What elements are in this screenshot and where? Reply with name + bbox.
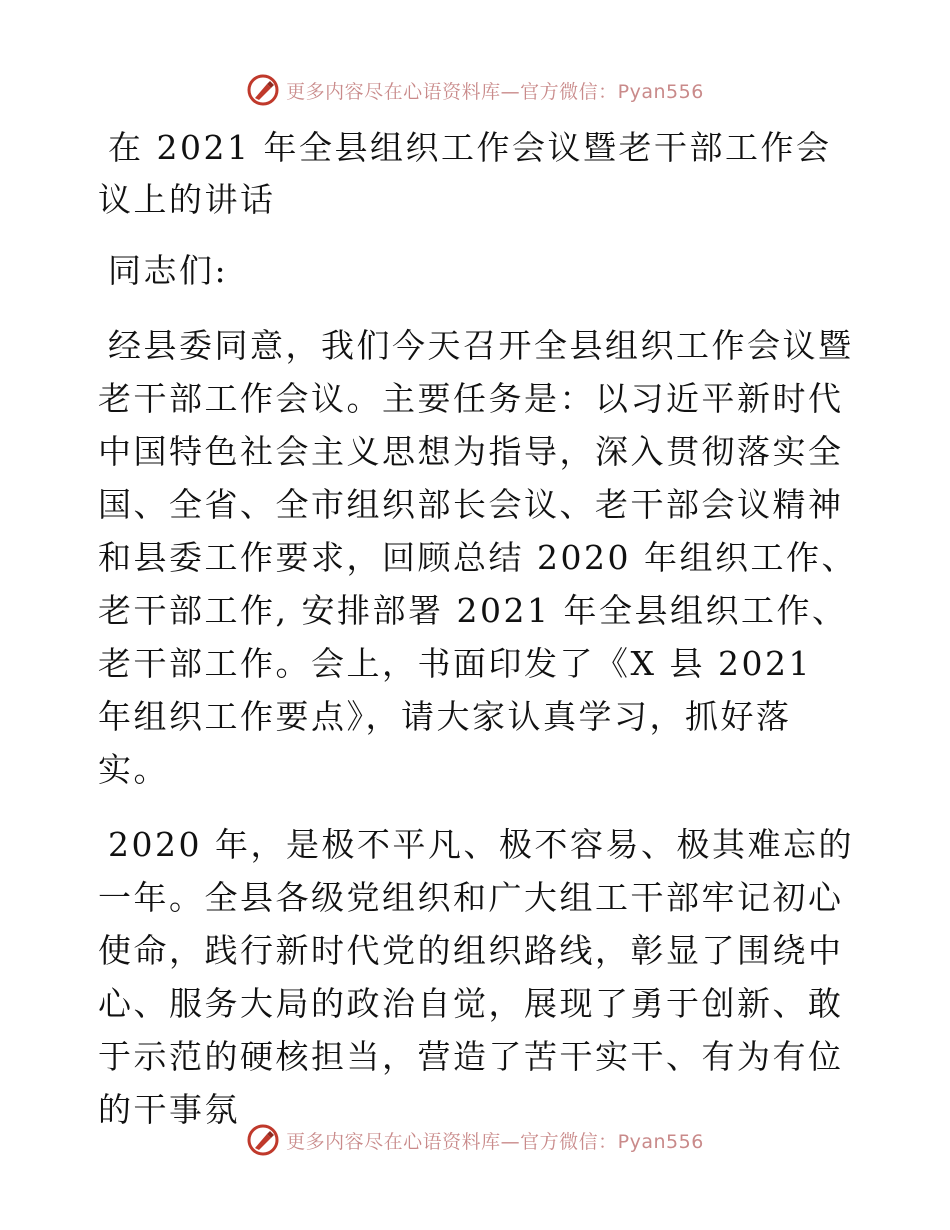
document-title: 在 2021 年全县组织工作会议暨老干部工作会议上的讲话 (98, 128, 832, 219)
watermark-text: 更多内容尽在心语资料库—官方微信：Pyan556 (286, 1130, 704, 1153)
footer-watermark (0, 1120, 950, 1160)
pen-logo-icon (246, 73, 280, 107)
pen-logo-icon (246, 1123, 280, 1157)
paragraph: 2020 年，是极不平凡、极不容易、极其难忘的一年。全县各级党组织和广大组工干部牢记初心使命，践行新时代党的组织路线，彰显了围绕中心、服务大局的政治自觉，展现了勇于创新、敢于示范的硬核担当，营造了苦干实干、有为有位的干事氛 (98, 825, 854, 1129)
header-watermark (0, 70, 950, 110)
watermark-text: 更多内容尽在心语资料库—官方微信：Pyan556 (286, 80, 704, 103)
document-body (98, 122, 858, 1136)
salutation: 同志们: (108, 251, 229, 290)
paragraph: 经县委同意，我们今天召开全县组织工作会议暨老干部工作会议。主要任务是：以习近平新时代中国特色社会主义思想为指导，深入贯彻落实全国、全省、全市组织部长会议、老干部会议精神和县委工作要求，回顾总结 2020 年组织工作、老干部工作, 安排部署 2021 年全县组织工作、老干部工作。会上，书面印发了《X 县 2021 年组织工作要点》，请大家认真学习，抓好落实。 (98, 326, 857, 789)
